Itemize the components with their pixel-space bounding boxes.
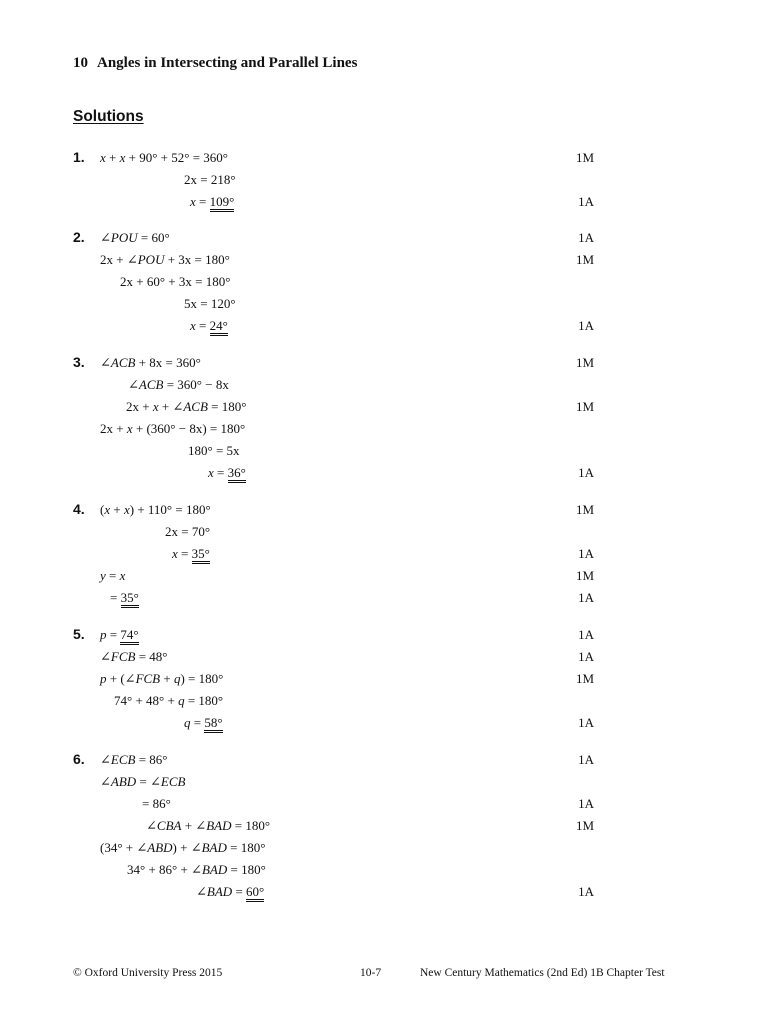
solution-step: (34° + ∠ABD) + ∠BAD = 180° <box>100 840 266 855</box>
mark-allocation: 1A <box>578 796 594 811</box>
final-answer: 35° <box>192 546 210 564</box>
solution-step: 5x = 120° <box>184 296 236 311</box>
mark-allocation: 1A <box>578 546 594 561</box>
final-answer: 109° <box>210 194 235 212</box>
solution-step: 2x + ∠POU + 3x = 180° <box>100 252 230 267</box>
mark-allocation: 1A <box>578 649 594 664</box>
solution-step: = 35° <box>110 591 139 604</box>
solution-step: 74° + 48° + q = 180° <box>114 693 224 708</box>
solution-step: y = x <box>100 568 126 583</box>
solution-step: 2x + 60° + 3x = 180° <box>120 274 231 289</box>
mark-allocation: 1M <box>575 150 594 165</box>
chapter-title: Angles in Intersecting and Parallel Lines <box>97 55 358 71</box>
mark-allocation: 1M <box>575 502 594 517</box>
solution-step: ∠ABD = ∠ECB <box>100 774 186 789</box>
final-answer: 35° <box>121 590 139 608</box>
solution-step: p = 74° <box>100 628 139 641</box>
final-answer: 74° <box>120 627 138 645</box>
question-number: 1. <box>73 149 85 165</box>
solution-step: ∠ACB = 360° − 8x <box>128 377 229 392</box>
mark-allocation: 1A <box>578 194 594 209</box>
final-answer: 58° <box>204 715 222 733</box>
footer-copyright: © Oxford University Press 2015 <box>73 967 223 979</box>
question-number: 4. <box>73 501 85 517</box>
solution-step: x = 109° <box>190 195 234 208</box>
solution-step: 180° = 5x <box>188 443 240 458</box>
solution-step: ∠ECB = 86° <box>100 752 168 767</box>
mark-allocation: 1A <box>578 627 594 642</box>
mark-allocation: 1A <box>578 230 594 245</box>
solution-step: = 86° <box>142 796 171 811</box>
mark-allocation: 1A <box>578 884 594 899</box>
mark-allocation: 1M <box>575 399 594 414</box>
mark-allocation: 1M <box>575 568 594 583</box>
mark-allocation: 1A <box>578 465 594 480</box>
solution-step: x + x + 90° + 52° = 360° <box>100 150 228 165</box>
final-answer: 36° <box>228 465 246 483</box>
solution-step: ∠BAD = 60° <box>196 885 264 898</box>
question-number: 5. <box>73 626 85 642</box>
solution-step: 2x + x + ∠ACB = 180° <box>126 399 247 414</box>
mark-allocation: 1A <box>578 752 594 767</box>
solution-step: 34° + 86° + ∠BAD = 180° <box>127 862 266 877</box>
solution-step: 2x = 70° <box>165 524 211 539</box>
solution-step: ∠ACB + 8x = 360° <box>100 355 201 370</box>
final-answer: 60° <box>246 884 264 902</box>
question-number: 2. <box>73 229 85 245</box>
solution-step: ∠CBA + ∠BAD = 180° <box>146 818 271 833</box>
footer-book-title: New Century Mathematics (2nd Ed) 1B Chapter Test <box>420 967 665 979</box>
solutions-heading: Solutions <box>73 108 144 125</box>
solution-step: q = 58° <box>184 716 223 729</box>
mark-allocation: 1A <box>578 715 594 730</box>
footer-page-number: 10-7 <box>360 967 382 979</box>
mark-allocation: 1M <box>575 818 594 833</box>
solution-step: x = 36° <box>208 466 246 479</box>
solution-step: x = 24° <box>190 319 228 332</box>
question-number: 6. <box>73 751 85 767</box>
final-answer: 24° <box>210 318 228 336</box>
solution-step: 2x = 218° <box>184 172 236 187</box>
mark-allocation: 1M <box>575 355 594 370</box>
chapter-number: 10 <box>73 55 88 71</box>
solution-step: 2x + x + (360° − 8x) = 180° <box>100 421 246 436</box>
solution-step: ∠POU = 60° <box>100 230 170 245</box>
mark-allocation: 1A <box>578 590 594 605</box>
solution-step: (x + x) + 110° = 180° <box>100 502 211 517</box>
solution-step: x = 35° <box>172 547 210 560</box>
solution-step: ∠FCB = 48° <box>100 649 168 664</box>
mark-allocation: 1M <box>575 252 594 267</box>
solution-step: p + (∠FCB + q) = 180° <box>100 671 224 686</box>
chapter-heading <box>73 56 357 71</box>
mark-allocation: 1A <box>578 318 594 333</box>
mark-allocation: 1M <box>575 671 594 686</box>
question-number: 3. <box>73 354 85 370</box>
